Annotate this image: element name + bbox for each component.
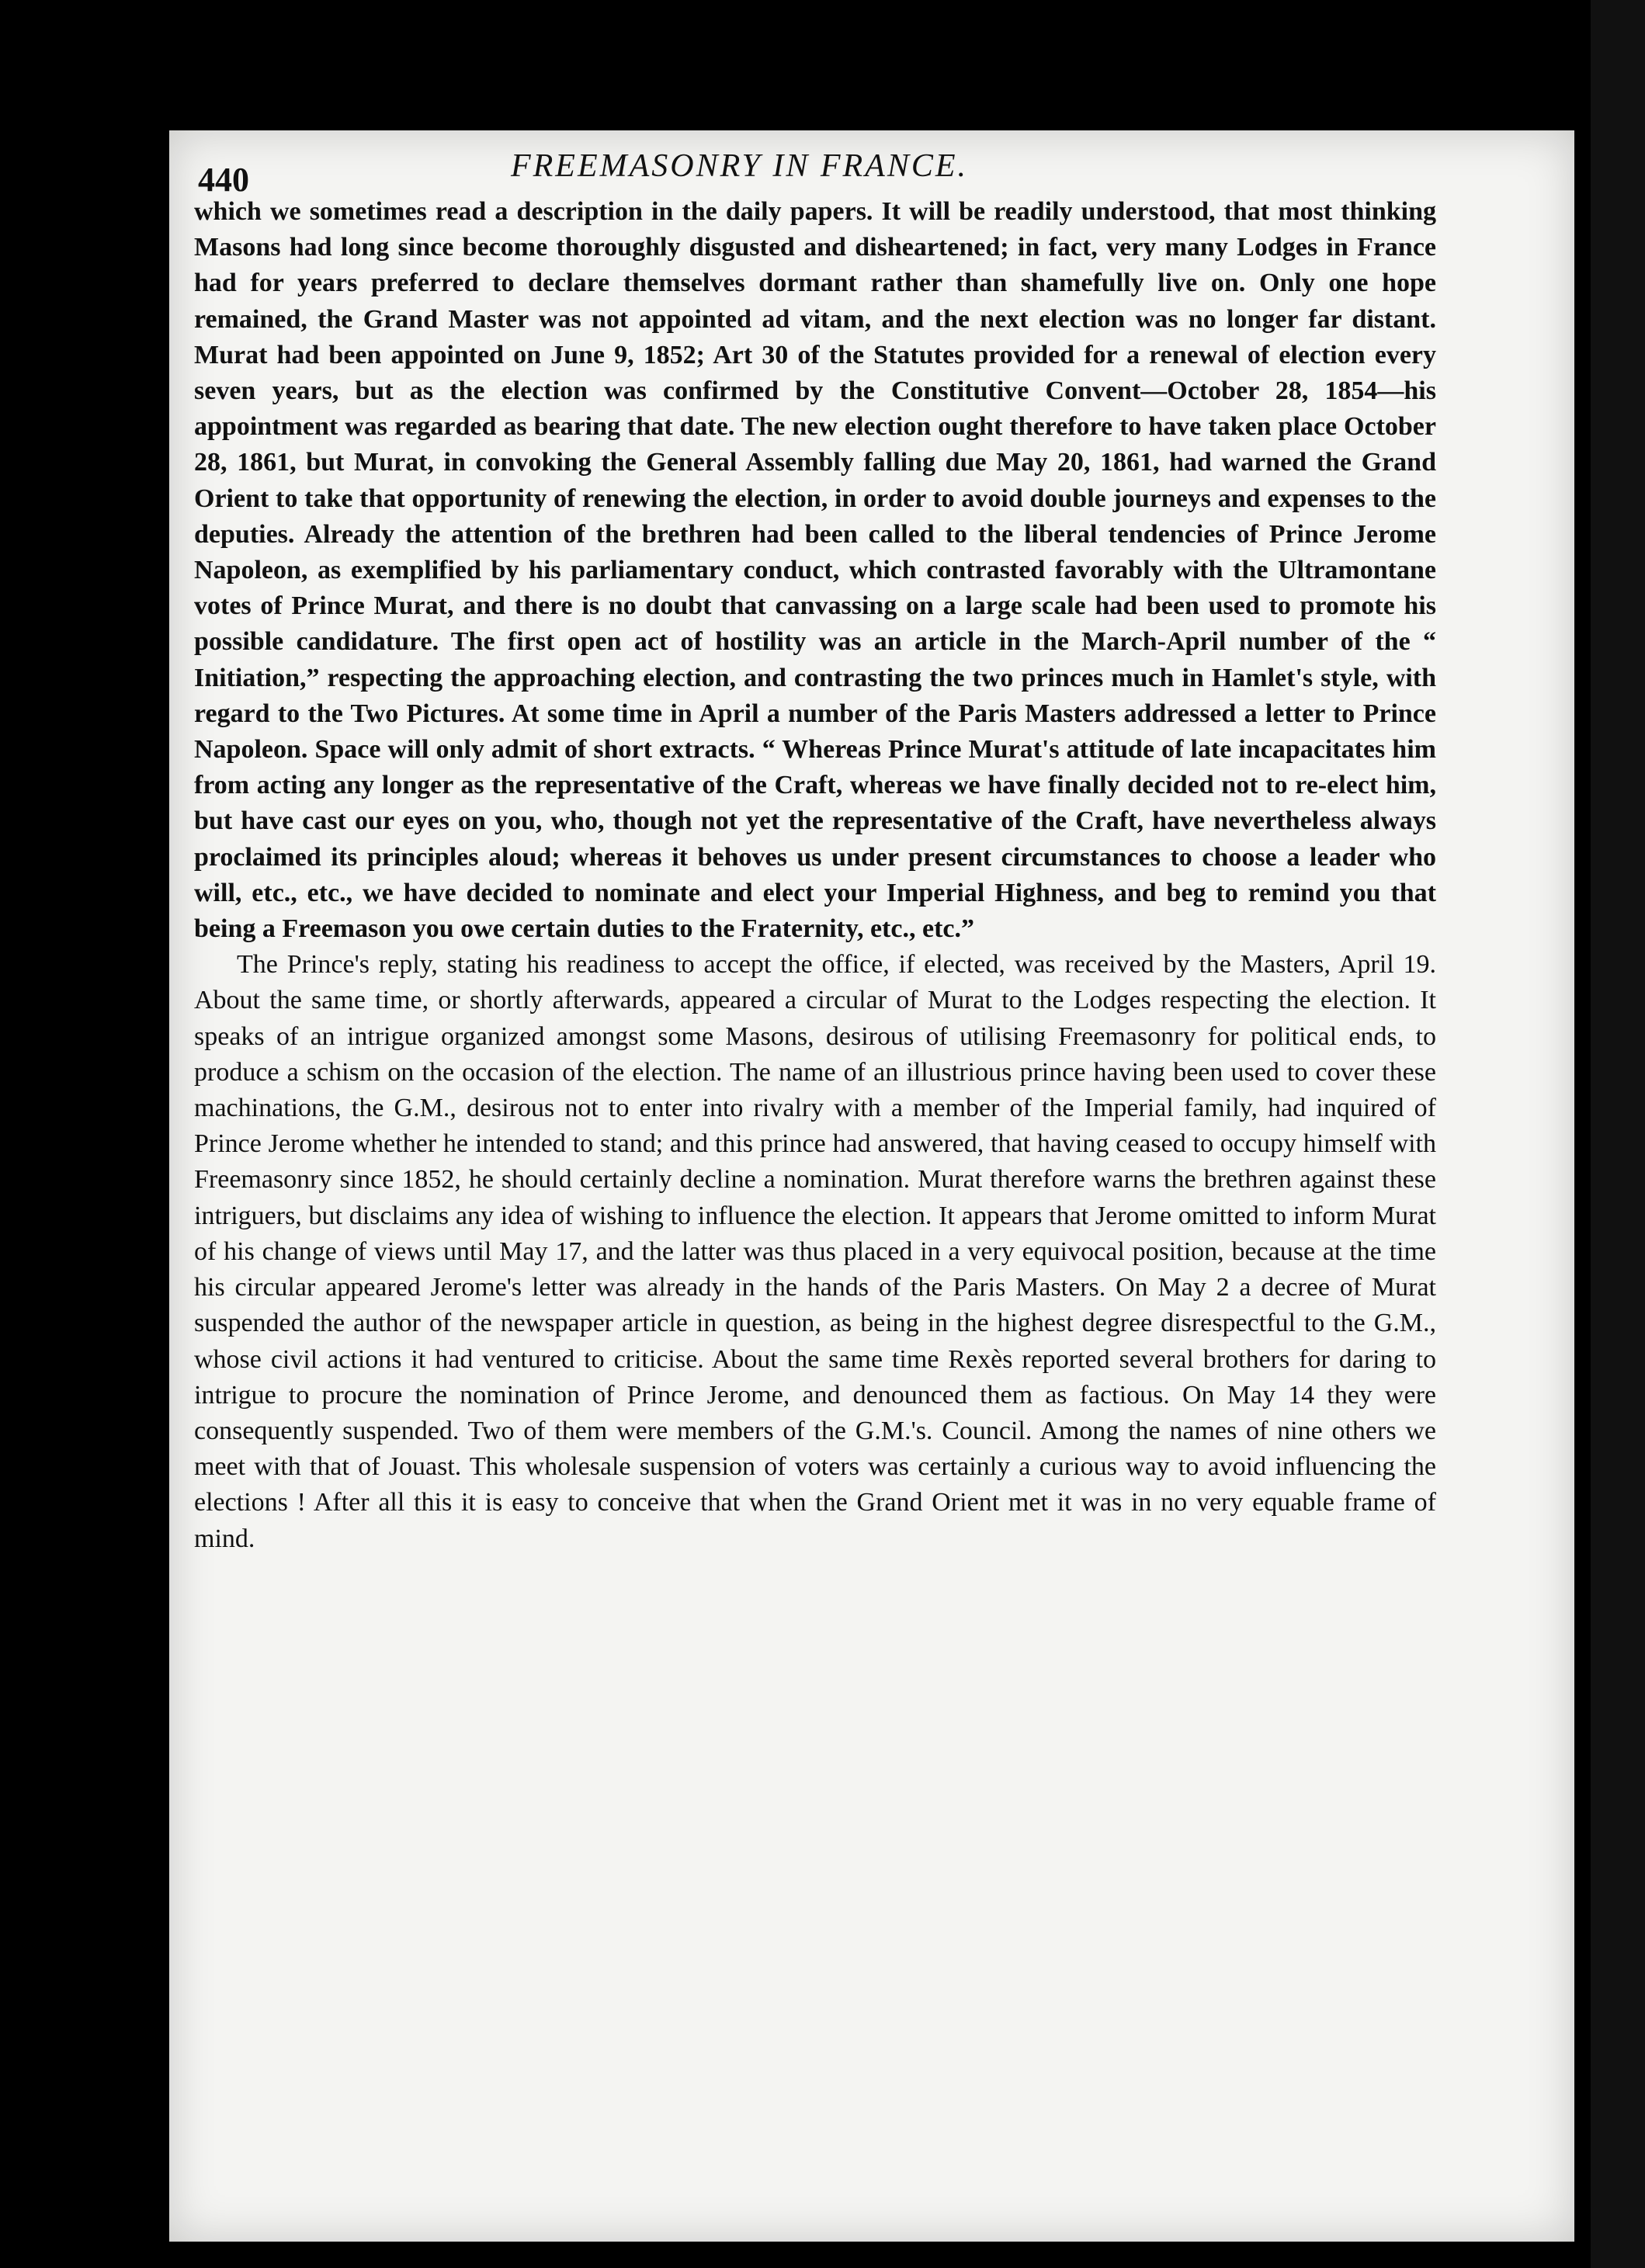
page-header bbox=[198, 147, 1153, 199]
body-text bbox=[194, 194, 1436, 1557]
page-number: 440 bbox=[198, 161, 249, 199]
film-border-top bbox=[0, 0, 1645, 132]
running-title: FREEMASONRY IN FRANCE. bbox=[510, 148, 968, 184]
paragraph: The Prince's reply, stating his readiness to accept the office, if elected, was received by the Masters, April 19. About the same time, or shortly afterwards, appeared a circular of Murat to the Lodges respecting the election. It speaks of an intrigue organized amongst some Masons, desirous of utilising Freemasonry for political ends, to produce a schism on the occasion of the election. The name of an illustrious prince having been used to cover these machinations, the G.M., desirous not to enter into rivalry with a member of the Imperial family, had inquired of Prince Jerome whether he intended to stand; and this prince had answered, that having ceased to occupy himself with Freemasonry since 1852, he should certainly decline a nomination. Murat therefore warns the brethren against these intriguers, but disclaims any idea of wishing to influence the election. It appears that Jerome omitted to inform Murat of his change of views until May 17, and the latter was thus placed in a very equivocal position, because at the time his circular appeared Jerome's letter was already in the hands of the Paris Masters. On May 2 a decree of Murat suspended the author of the newspaper article in question, as being in the highest degree disrespectful to the G.M., whose civil actions it had ventured to criticise. About the same time Rexès reported several brothers for daring to intrigue to procure the nomination of Prince Jerome, and denounced them as factious. On May 14 they were consequently suspended. Two of them were members of the G.M.'s. Council. Among the names of nine others we meet with that of Jouast. This wholesale suspension of voters was certainly a curious way to avoid influencing the elections ! After all this it is easy to conceive that when the Grand Orient met it was in no very equable frame of mind. bbox=[194, 950, 1436, 1553]
paragraph: which we sometimes read a description in the daily papers. It will be readily understood, that most thinking Masons had long since become thoroughly disgusted and disheartened; in fact, very many Lodges in France had for years preferred to declare themselves dormant rather than shamefully live on. Only one hope remained, the Grand Master was not appointed ad vitam, and the next election was no longer far distant. Murat had been appointed on June 9, 1852; Art 30 of the Statutes provided for a renewal of election every seven years, but as the election was confirmed by the Constitutive Convent—October 28, 1854—his appointment was regarded as bearing that date. The new election ought therefore to have taken place October 28, 1861, but Murat, in convoking the General Assembly falling due May 20, 1861, had warned the Grand Orient to take that opportunity of renewing the election, in order to avoid double journeys and expenses to the deputies. Already the attention of the brethren had been called to the liberal tendencies of Prince Jerome Napoleon, as exemplified by his parliamentary conduct, which contrasted favorably with the Ultramontane votes of Prince Murat, and there is no doubt that canvassing on a large scale had been used to promote his possible candidature. The first open act of hostility was an article in the March-April number of the “ Initiation,” respecting the approaching election, and contrasting the two princes much in Hamlet's style, with regard to the Two Pictures. At some time in April a number of the Paris Masters addressed a letter to Prince Napoleon. Space will only admit of short extracts. “ Whereas Prince Murat's attitude of late incapacitates him from acting any longer as the representative of the Craft, whereas we have finally decided not to re-elect him, but have cast our eyes on you, who, though not yet the representative of the Craft, have nevertheless always proclaimed its principles aloud; whereas it behoves us under present circumstances to choose a leader who will, etc., etc., we have decided to nominate and elect your Imperial Highness, and beg to remind you that being a Freemason you owe certain duties to the Fraternity, etc., etc.” bbox=[194, 197, 1436, 944]
film-border-right bbox=[1591, 0, 1645, 2268]
